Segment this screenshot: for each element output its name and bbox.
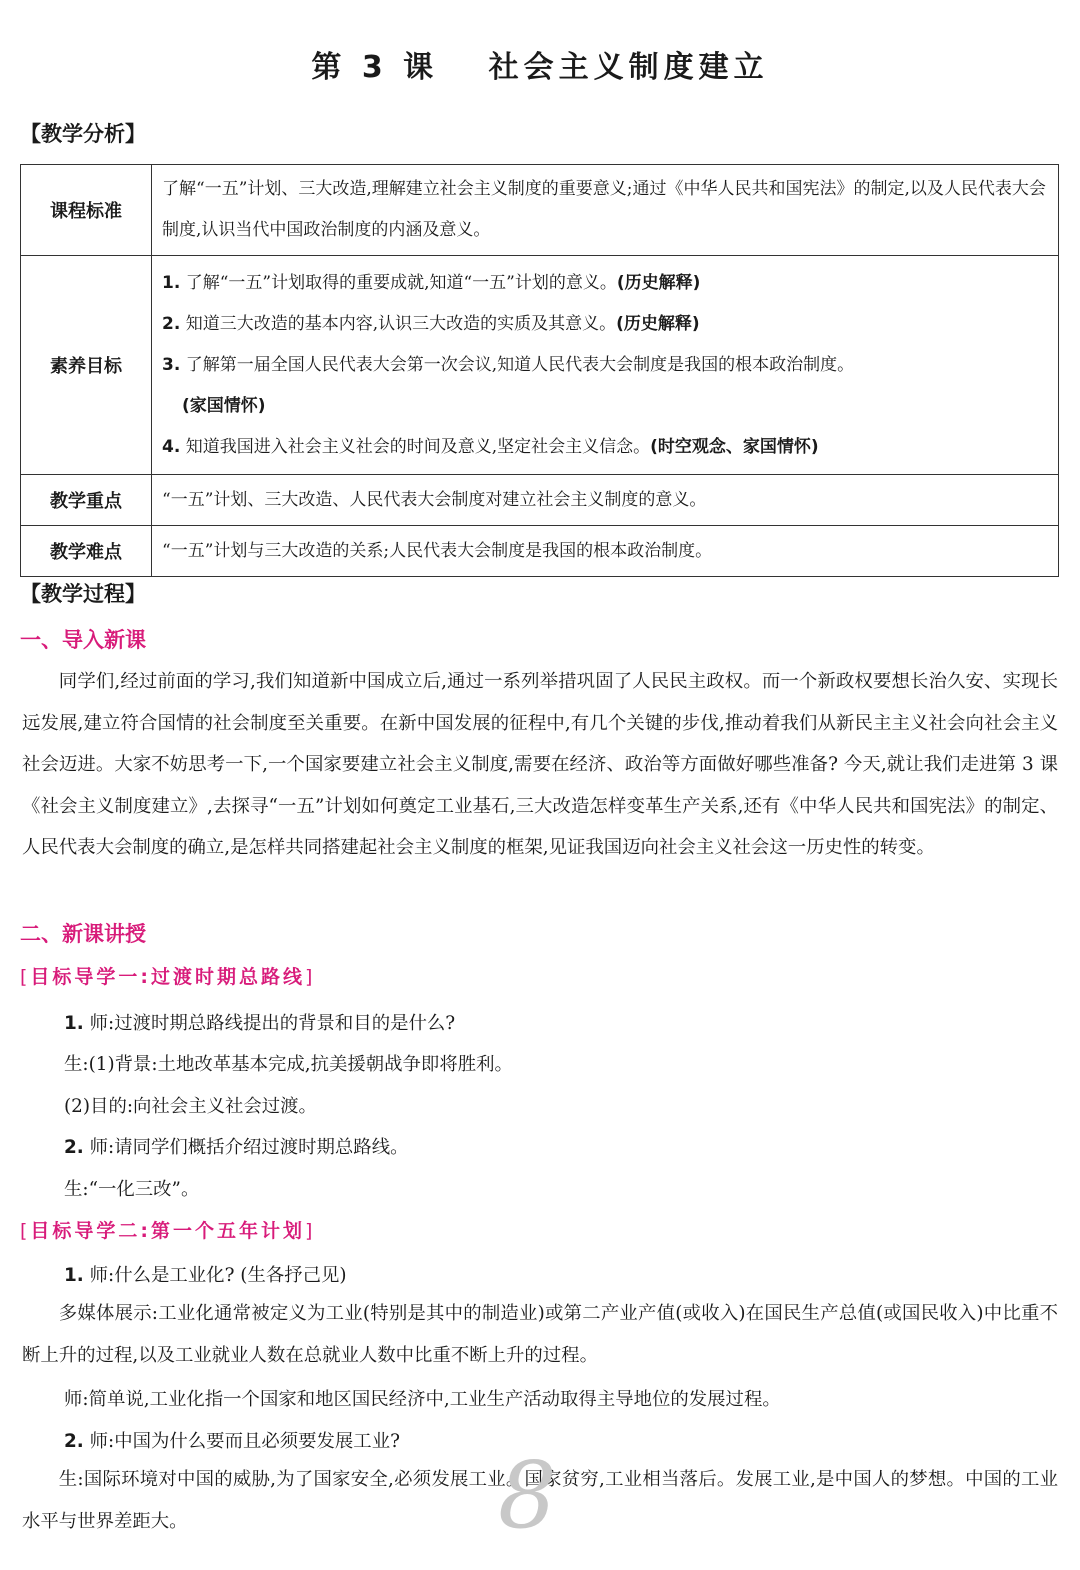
goal2-label: [目标导学二:第一个五年计划] (20, 1220, 316, 1242)
literacy-items (152, 256, 1059, 475)
teacher-explanation: 师:简单说,工业化指一个国家和地区国民经济中,工业生产活动取得主导地位的发展过程。 (64, 1389, 781, 1410)
goal1-line: 2. 师:请同学们概括介绍过渡时期总路线。 (64, 1137, 409, 1158)
difficulty-text: “一五”计划与三大改造的关系;人民代表大会制度是我国的根本政治制度。 (152, 526, 1059, 577)
literacy-label: 素养目标 (21, 256, 152, 475)
difficulty-label: 教学难点 (21, 526, 152, 577)
literacy-item: 1. 了解“一五”计划取得的重要成就,知道“一五”计划的意义。(历史解释) (162, 272, 701, 293)
lesson-title: 第 3 课 社会主义制度建立 (311, 50, 769, 85)
literacy-item: 3. 了解第一届全国人民代表大会第一次会议,知道人民代表大会制度是我国的根本政治制度。 (家国情怀) (162, 354, 855, 416)
goal1-line: 生:(1)背景:土地改革基本完成,抗美援朝战争即将胜利。 (64, 1054, 513, 1075)
standard-label: 课程标准 (21, 165, 152, 256)
standard-row (21, 165, 1059, 256)
goal2-question-1: 1. 师:什么是工业化? (生各抒己见) (64, 1265, 347, 1286)
goal1-label: [目标导学一:过渡时期总路线] (20, 966, 316, 988)
intro-heading: 一、导入新课 (20, 628, 146, 652)
key-text: “一五”计划、三大改造、人民代表大会制度对建立社会主义制度的意义。 (152, 475, 1059, 526)
goal1-line: 生:“一化三改”。 (64, 1179, 200, 1200)
page-number: 8 (498, 1442, 557, 1549)
process-heading: 【教学过程】 (20, 582, 146, 606)
key-row (21, 475, 1059, 526)
goal2-question-2: 2. 师:中国为什么要而且必须要发展工业? (64, 1431, 400, 1452)
literacy-item: 2. 知道三大改造的基本内容,认识三大改造的实质及其意义。(历史解释) (162, 313, 700, 334)
analysis-table (20, 164, 1059, 577)
standard-text: 了解“一五”计划、三大改造,理解建立社会主义制度的重要意义;通过《中华人民共和国宪法》的制定,以及人民代表大会制度,认识当代中国政治制度的内涵及意义。 (152, 165, 1059, 256)
intro-paragraph: 同学们,经过前面的学习,我们知道新中国成立后,通过一系列举措巩固了人民民主政权。而一个新政权要想长治久安、实现长远发展,建立符合国情的社会制度至关重要。在新中国发展的征程中,有几个关键的步伐,推动着我们从新民主主义社会向社会主义社会迈进。大家不妨思考一下,一个国家要建立社会主义制度,需要在经济、政治等方面做好哪些准备? 今天,就让我们走进第 3 课《社会主义制度建立》,去探寻“一五”计划如何奠定工业基石,三大改造怎样变革生产关系,还有《中华人民共和国宪法》的制定、人民代表大会制度的确立,是怎样共同搭建起社会主义制度的框架,见证我国迈向社会主义社会这一历史性的转变。 (22, 671, 1058, 858)
media-display: 多媒体展示:工业化通常被定义为工业(特别是其中的制造业)或第二产业产值(或收入)在国民生产总值(或国民收入)中比重不断上升的过程,以及工业就业人数在总就业人数中比重不断上升的过程。 (22, 1303, 1058, 1366)
difficulty-row (21, 526, 1059, 577)
student-answer: 生:国际环境对中国的威胁,为了国家安全,必须发展工业。国家贫穷,工业相当落后。发展工业,是中国人的梦想。中国的工业水平与世界差距大。 (22, 1469, 1058, 1532)
key-label: 教学重点 (21, 475, 152, 526)
new-lesson-heading: 二、新课讲授 (20, 922, 146, 946)
analysis-heading: 【教学分析】 (20, 122, 146, 146)
literacy-item: 4. 知道我国进入社会主义社会的时间及意义,坚定社会主义信念。(时空观念、家国情怀) (162, 436, 819, 457)
literacy-row (21, 256, 1059, 475)
goal1-line: (2)目的:向社会主义社会过渡。 (64, 1096, 317, 1117)
goal1-line: 1. 师:过渡时期总路线提出的背景和目的是什么? (64, 1013, 456, 1034)
